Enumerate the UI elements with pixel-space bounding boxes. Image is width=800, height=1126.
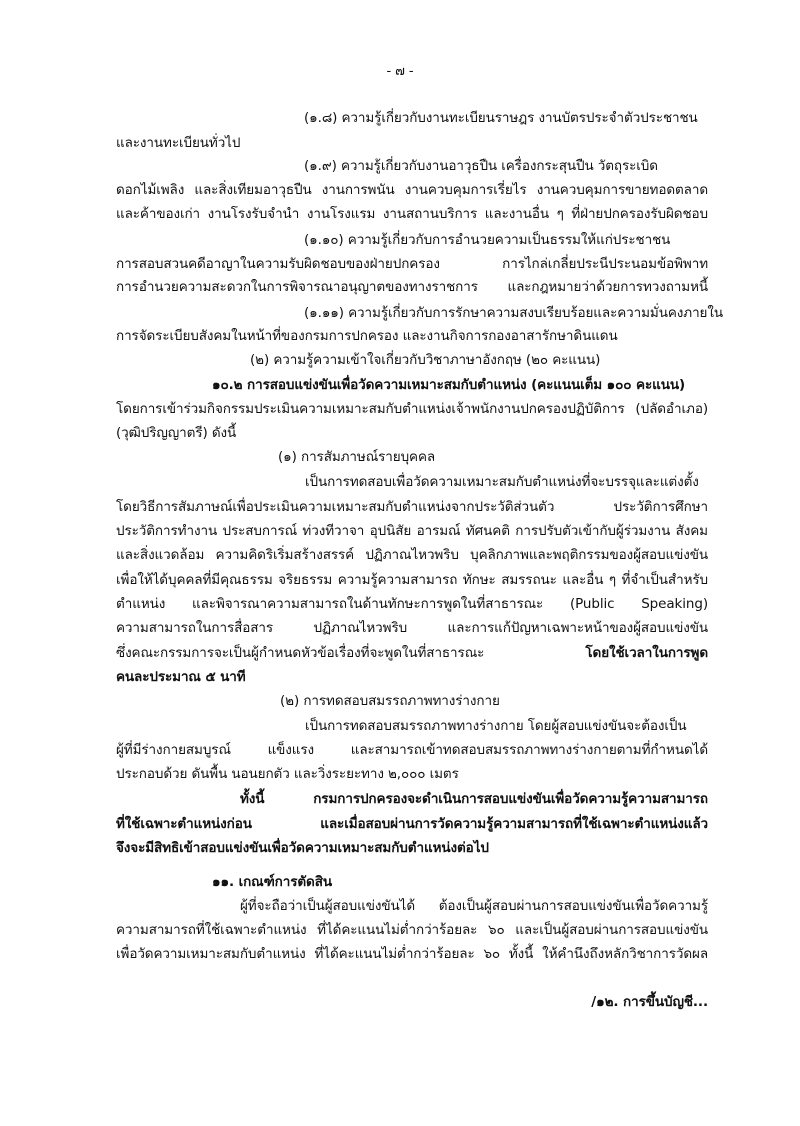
emphasis-text: โดยใช้เวลาในการพูด xyxy=(585,645,708,661)
paragraph-line: การจัดระเบียบสังคมในหน้าที่ของกรมการปกครอง และงานกิจการกองอาสารักษาดินแดน xyxy=(116,328,618,344)
paragraph-line: ความสามารถที่ใช้เฉพาะตำแหน่ง ที่ได้คะแนนไม่ต่ำกว่าร้อยละ ๖๐ และเป็นผู้สอบผ่านการสอบแข่งขัน xyxy=(116,922,708,938)
paragraph-line: (๑.๘) ความรู้เกี่ยวกับงานทะเบียนราษฎร งานบัตรประจำตัวประชาชน xyxy=(304,110,698,126)
paragraph-line: เพื่อให้ได้บุคคลที่มีคุณธรรม จริยธรรม ความรู้ความสามารถ ทักษะ สมรรถนะ และอื่น ๆ ที่จำเป็นสำหรับ xyxy=(116,572,708,588)
note-line: ทั้งนี้ กรมการปกครองจะดำเนินการสอบแข่งขันเพื่อวัดความรู้ความสามารถ xyxy=(240,791,708,807)
paragraph-line: และค้าของเก่า งานโรงรับจำนำ งานโรงแรม งานสถานบริการ และงานอื่น ๆ ที่ฝ่ายปกครองรับผิดชอบ xyxy=(116,206,708,222)
paragraph-line: (๑.๑๐) ความรู้เกี่ยวกับการอำนวยความเป็นธรรมให้แก่ประชาชน xyxy=(304,232,671,248)
paragraph-line: ผู้ที่จะถือว่าเป็นผู้สอบแข่งขันได้ ต้องเป็นผู้สอบผ่านการสอบแข่งขันเพื่อวัดความรู้ xyxy=(240,898,708,914)
paragraph-line: เป็นการทดสอบเพื่อวัดความเหมาะสมกับตำแหน่งที่จะบรรจุและแต่งตั้ง xyxy=(305,474,699,490)
paragraph-line: ตำแหน่ง และพิจารณาความสามารถในด้านทักษะการพูดในที่สาธารณะ (Public Speaking) xyxy=(116,596,708,612)
paragraph-line: (วุฒิปริญญาตรี) ดังนี้ xyxy=(116,425,237,441)
paragraph-line: (๑.๑๑) ความรู้เกี่ยวกับการรักษาความสงบเรียบร้อยและความมั่นคงภายใน xyxy=(304,305,723,321)
paragraph-line: และสิ่งแวดล้อม ความคิดริเริ่มสร้างสรรค์ ปฏิภาณไหวพริบ บุคลิกภาพและพฤติกรรมของผู้สอบแข่งขัน xyxy=(116,547,708,563)
paragraph-line: และงานทะเบียนทั่วไป xyxy=(116,135,241,151)
paragraph-line: การอำนวยความสะดวกในการพิจารณาอนุญาตของทางราชการ และกฎหมายว่าด้วยการทวงถามหนี้ xyxy=(116,279,708,295)
paragraph-line: (๒) ความรู้ความเข้าใจเกี่ยวกับวิชาภาษาอังกฤษ (๒๐ คะแนน) xyxy=(250,352,601,368)
subsection-heading: (๒) การทดสอบสมรรถภาพทางร่างกาย xyxy=(280,693,500,709)
paragraph-line: ผู้ที่มีร่างกายสมบูรณ์ แข็งแรง และสามารถเข้าทดสอบสมรรถภาพทางร่างกายตามที่กำหนดได้ xyxy=(116,742,708,758)
paragraph-line: เป็นการทดสอบสมรรถภาพทางร่างกาย โดยผู้สอบแข่งขันจะต้องเป็น xyxy=(305,718,687,734)
paragraph-line: ความสามารถในการสื่อสาร ปฏิภาณไหวพริบ และการแก้ปัญหาเฉพาะหน้าของผู้สอบแข่งขัน xyxy=(116,620,708,636)
paragraph-line: (๑.๙) ความรู้เกี่ยวกับงานอาวุธปืน เครื่องกระสุนปืน วัตถุระเบิด xyxy=(304,158,658,174)
paragraph-line xyxy=(116,643,708,663)
subsection-heading: (๑) การสัมภาษณ์รายบุคคล xyxy=(278,449,436,465)
paragraph-line: โดยวิธีการสัมภาษณ์เพื่อประเมินความเหมาะสมกับตำแหน่งจากประวัติส่วนตัว ประวัติการศึกษา xyxy=(116,499,708,515)
paragraph-line: ประกอบด้วย ดันพื้น นอนยกตัว และวิ่งระยะทาง ๒,๐๐๐ เมตร xyxy=(116,766,459,782)
paragraph-line: เพื่อวัดความเหมาะสมกับตำแหน่ง ที่ได้คะแนนไม่ต่ำกว่าร้อยละ ๖๐ ทั้งนี้ ให้คำนึงถึงหลักวิชาการวัดผล xyxy=(116,946,708,962)
emphasis-text: คนละประมาณ ๕ นาที xyxy=(116,669,246,685)
section-heading: ๑๑. เกณฑ์การตัดสิน xyxy=(212,874,332,890)
note-line: ที่ใช้เฉพาะตำแหน่งก่อน และเมื่อสอบผ่านการวัดความรู้ความสามารถที่ใช้เฉพาะตำแหน่งแล้ว xyxy=(116,816,708,832)
paragraph-text: ซึ่งคณะกรรมการจะเป็นผู้กำหนดหัวข้อเรื่องที่จะพูดในที่สาธารณะ xyxy=(116,645,485,661)
paragraph-line: โดยการเข้าร่วมกิจกรรมประเมินความเหมาะสมกับตำแหน่งเจ้าพนักงานปกครองปฏิบัติการ (ปลัดอำเภอ) xyxy=(116,401,708,417)
note-line: จึงจะมีสิทธิเข้าสอบแข่งขันเพื่อวัดความเหมาะสมกับตำแหน่งต่อไป xyxy=(116,840,489,856)
page-number: - ๗ - xyxy=(386,64,414,79)
paragraph-line: ดอกไม้เพลิง และสิ่งเทียมอาวุธปืน งานการพนัน งานควบคุมการเรี่ยไร งานควบคุมการขายทอดตลาด xyxy=(116,182,708,198)
continuation-marker: /๑๒. การขึ้นบัญชี... xyxy=(591,994,708,1010)
section-heading: ๑๐.๒ การสอบแข่งขันเพื่อวัดความเหมาะสมกับตำแหน่ง (คะแนนเต็ม ๑๐๐ คะแนน) xyxy=(212,377,686,393)
paragraph-line: การสอบสวนคดีอาญาในความรับผิดชอบของฝ่ายปกครอง การไกล่เกลี่ยประนีประนอมข้อพิพาท xyxy=(116,256,708,272)
paragraph-line: ประวัติการทำงาน ประสบการณ์ ท่วงทีวาจา อุปนิสัย อารมณ์ ทัศนคติ การปรับตัวเข้ากับผู้ร่วมงาน สังคม xyxy=(116,523,708,539)
